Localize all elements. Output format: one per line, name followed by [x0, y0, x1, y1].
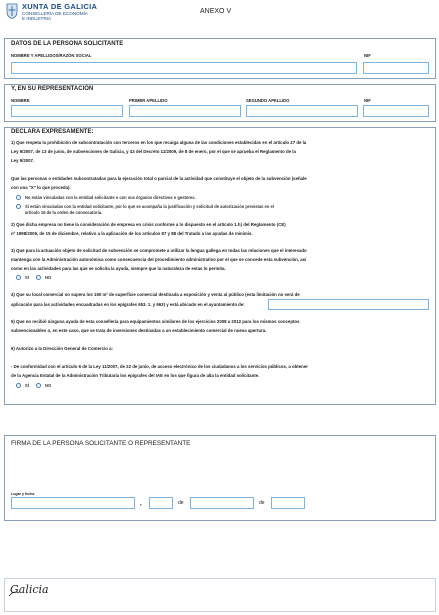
declaration-title: DECLARA EXPRESAMENTE:: [11, 129, 94, 135]
org-name: XUNTA DE GALICIA: [22, 2, 98, 11]
footer-frame: [4, 578, 436, 612]
swoosh-icon: [8, 590, 20, 598]
authorize-yes-label: SÍ: [25, 383, 29, 388]
representative-section-title: Y, EN SU REPRESENTACIÓN: [11, 86, 94, 92]
applicant-section-title: DATOS DE LA PERSONA SOLICITANTE: [11, 41, 124, 47]
decl-p3-line2: nº 1998/2006, de 15 de diciembre, relativo a la aplicación de los artículos 87 y 88 del Tratado a las ayudas de minimis.: [11, 231, 253, 236]
decl-p8-line2: de la Agencia Estatal de la Administración Tributaria los epígrafes del IAE en los que figura de alta la entidad solicitante.: [11, 373, 260, 378]
decl-p8-line1: - De conformidad con el artículo 6 de la Ley 11/2007, de 22 de junio, de acceso electrónico de los ciudadanos a los servicios públicos, a obtener: [11, 364, 308, 369]
galicia-logo: Galicia: [10, 583, 49, 596]
rep-segundo-apellido-field[interactable]: [246, 105, 358, 117]
decl-p3-line1: 2) Que dicha empresa no tiene la consideración de empresa en crisis conforme a lo dispuesto en el artículo 1.h) del Reglamento (CE): [11, 222, 286, 227]
authorize-no-radio[interactable]: [36, 383, 41, 388]
decl-p5-line1: 4) Que su local comercial no supera los 150 m² de superficie comercial destinada a exposición y venta al público (esta limitación no será de: [11, 292, 300, 297]
galician-yes-radio[interactable]: [16, 275, 21, 280]
decl-p1-line3: Ley 9/2007.: [11, 158, 35, 163]
xunta-shield-icon: [6, 3, 18, 19]
authorize-yes-radio[interactable]: [16, 383, 21, 388]
galicia-logo-swoosh: [8, 585, 20, 593]
municipality-field[interactable]: [268, 299, 429, 310]
org-dept-line1: CONSELLERÍA DE ECONOMÍA: [22, 11, 88, 16]
decl-p1-line2: Ley 9/2007, de 13 de junio, de subvenciones de Galicia, y 43 del Decreto 11/2009, de 8 de enero, por el que se aprueba el Reglamento de la: [11, 149, 296, 154]
rep-nombre-field[interactable]: [11, 105, 123, 117]
subcontract-not-linked-radio[interactable]: [16, 195, 21, 200]
decl-p2-line2: con una "X" lo que proceda):: [11, 185, 71, 190]
annex-title: ANEXO V: [200, 8, 232, 15]
decl-p2-line1: Que las personas o entidades subcontratadas para la ejecución total o parcial de la actividad que constituye el objeto de la subvención (señale: [11, 176, 307, 181]
decl-p4-line1: 3) Que para la actuación objeto de solicitud de subvención se compromete a utilizar la lengua gallega en todas las relaciones que el interesado: [11, 248, 307, 253]
signature-title: FIRMA DE LA PERSONA SOLICITANTE O REPRESENTANTE: [11, 440, 191, 447]
galician-no-radio[interactable]: [36, 275, 41, 280]
authorize-no-label: NO: [45, 383, 52, 388]
applicant-name-label: NOMBRE Y APELLIDOS/RAZÓN SOCIAL: [11, 53, 92, 58]
subcontract-linked-radio[interactable]: [16, 204, 21, 209]
subcontract-linked-label-line2: artículo 16 de la orden de convocatoria.: [25, 210, 103, 215]
rep-nif-field[interactable]: [363, 105, 429, 117]
decl-p6-line2: subvencionables o, en este caso, que se trata de inversiones destinadas a un establecimiento comercial de nueva apertura.: [11, 328, 267, 333]
galician-no-label: NO: [45, 275, 52, 280]
decl-p6-line1: 5) Que no recibió ninguna ayuda de esta consellería para equipamientos similares de los ejercicios 2008 a 2012 para los mismos conceptos: [11, 319, 300, 324]
subcontract-linked-label-line1: Sí están vinculadas con la entidad solicitante, por lo que se acompaña la justificación y solicitud de autorización previstas en el: [25, 204, 274, 209]
xunta-logo: [6, 3, 18, 19]
year-field[interactable]: [271, 497, 305, 509]
galician-yes-label: SÍ: [25, 275, 29, 280]
place-field[interactable]: [11, 497, 135, 509]
decl-p5-line2: aplicación para las actividades encuadradas en los epígrafes 653. 1. y 663) y está ubicado en el ayuntamiento de:: [11, 302, 245, 307]
place-date-label: Lugar y fecha: [11, 492, 35, 496]
decl-p7: 6) Autorizo a la Dirección General de Comercio a:: [11, 346, 113, 351]
rep-nif-label: NIF: [364, 98, 371, 103]
de-label-2: de: [259, 500, 265, 506]
rep-primer-apellido-field[interactable]: [129, 105, 241, 117]
place-comma: ,: [140, 501, 142, 507]
rep-primer-apellido-label: PRIMER APELLIDO: [129, 98, 168, 103]
decl-p1-line1: 1) Que respeta la prohibición de subcontratación con terceros en los que recaiga alguna de las condiciones establecidas en el artículo 27 de la: [11, 140, 307, 145]
month-field[interactable]: [190, 497, 254, 509]
decl-p4-line2: mantenga con la Administración autonómica como consecuencia del procedimiento administrativo por el que se concede esta subvención, así: [11, 257, 307, 262]
de-label-1: de: [178, 500, 184, 506]
org-dept-line2: E INDUSTRIA: [22, 16, 52, 21]
day-field[interactable]: [149, 497, 173, 509]
rep-nombre-label: NOMBRE: [11, 98, 30, 103]
applicant-nif-label: NIF: [364, 53, 371, 58]
subcontract-not-linked-label: No están vinculadas con la entidad solicitante o con sus órganos directivos o gestores.: [25, 195, 196, 200]
decl-p4-line3: como en las actividades para las que se solicita la ayuda, siempre que la naturaleza de estas lo permita.: [11, 266, 226, 271]
applicant-name-field[interactable]: [11, 62, 357, 74]
applicant-nif-field[interactable]: [363, 62, 429, 74]
rep-segundo-apellido-label: SEGUNDO APELLIDO: [246, 98, 290, 103]
